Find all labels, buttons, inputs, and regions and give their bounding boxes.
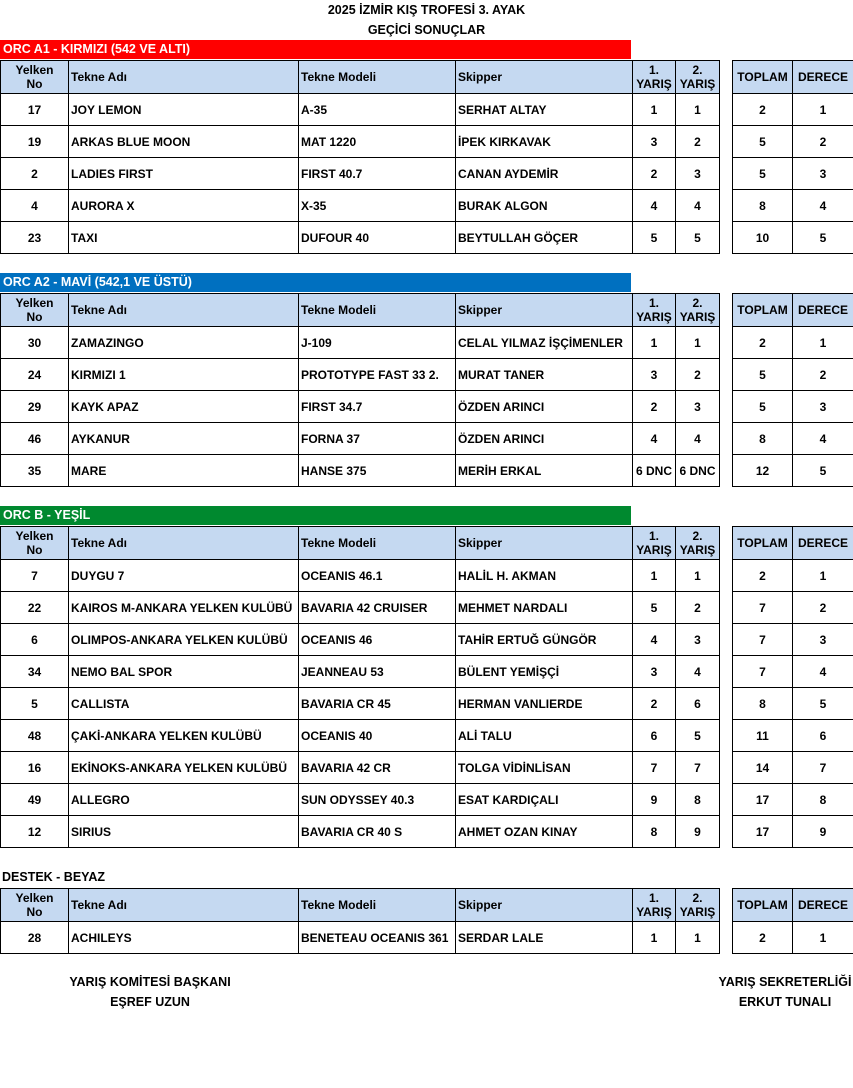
header-toplam: TOPLAM [733,527,793,560]
totals-row [733,391,853,423]
rank: 2 [793,126,853,158]
header-tekne-adi: Tekne Adı [69,61,299,94]
boat-name: EKİNOKS-ANKARA YELKEN KULÜBÜ [69,752,299,784]
sail-number: 22 [1,592,69,624]
race-2-result: 1 [676,94,720,126]
race-2-result: 2 [676,359,720,391]
totals-row [733,359,853,391]
table-row [1,190,720,222]
total-points: 11 [733,720,793,752]
race-1-result: 3 [633,656,676,688]
header-race-1: 1. YARIŞ [633,889,676,922]
table-row [1,784,720,816]
boat-name: MARE [69,455,299,487]
race-2-result: 8 [676,784,720,816]
table-row [1,720,720,752]
skipper-name: ESAT KARDIÇALI [456,784,633,816]
boat-model: BAVARIA 42 CRUISER [299,592,456,624]
totals-table [732,293,853,487]
table-row [1,158,720,190]
boat-name: OLIMPOS-ANKARA YELKEN KULÜBÜ [69,624,299,656]
sail-number: 49 [1,784,69,816]
skipper-name: İPEK KIRKAVAK [456,126,633,158]
total-points: 7 [733,592,793,624]
boat-model: X-35 [299,190,456,222]
table-row [1,423,720,455]
header-yelken-no: Yelken No [1,61,69,94]
race-2-result: 2 [676,592,720,624]
header-toplam: TOPLAM [733,61,793,94]
table-header-row [1,527,720,560]
totals-row [733,720,853,752]
race-1-result: 3 [633,126,676,158]
header-derece: DERECE [793,527,853,560]
total-points: 17 [733,784,793,816]
section-title-orc-b: ORC B - YEŞİL [0,506,631,525]
rank: 8 [793,784,853,816]
table-row [1,816,720,848]
skipper-name: ÖZDEN ARINCI [456,391,633,423]
boat-name: ARKAS BLUE MOON [69,126,299,158]
sail-number: 6 [1,624,69,656]
total-points: 5 [733,391,793,423]
table-header-row [1,61,720,94]
race-1-result: 1 [633,560,676,592]
race-1-result: 1 [633,94,676,126]
totals-row [733,423,853,455]
total-points: 8 [733,688,793,720]
race-1-result: 8 [633,816,676,848]
sail-number: 48 [1,720,69,752]
table-row [1,560,720,592]
boat-model: HANSE 375 [299,455,456,487]
header-derece: DERECE [793,61,853,94]
race-2-result: 3 [676,391,720,423]
table-row [1,222,720,254]
sail-number: 28 [1,922,69,954]
header-derece: DERECE [793,889,853,922]
rank: 2 [793,359,853,391]
table-row [1,391,720,423]
results-table [0,526,720,848]
results-table [0,60,720,254]
sail-number: 23 [1,222,69,254]
race-1-result: 2 [633,391,676,423]
total-points: 2 [733,560,793,592]
boat-name: KAIROS M-ANKARA YELKEN KULÜBÜ [69,592,299,624]
totals-header-row [733,294,853,327]
race-2-result: 5 [676,720,720,752]
boat-model: OCEANIS 40 [299,720,456,752]
header-skipper: Skipper [456,527,633,560]
race-1-result: 6 DNC [633,455,676,487]
results-table [0,293,720,487]
rank: 6 [793,720,853,752]
sail-number: 29 [1,391,69,423]
boat-name: AYKANUR [69,423,299,455]
race-2-result: 3 [676,158,720,190]
sail-number: 17 [1,94,69,126]
skipper-name: CANAN AYDEMİR [456,158,633,190]
totals-row [733,222,853,254]
sail-number: 19 [1,126,69,158]
total-points: 2 [733,922,793,954]
boat-model: OCEANIS 46 [299,624,456,656]
boat-name: NEMO BAL SPOR [69,656,299,688]
boat-model: BAVARIA CR 40 S [299,816,456,848]
rank: 7 [793,752,853,784]
race-secretary-signature [700,972,853,1012]
rank: 1 [793,922,853,954]
rank: 1 [793,327,853,359]
header-skipper: Skipper [456,61,633,94]
header-tekne-adi: Tekne Adı [69,294,299,327]
race-2-result: 4 [676,423,720,455]
skipper-name: BURAK ALGON [456,190,633,222]
total-points: 10 [733,222,793,254]
boat-name: KAYK APAZ [69,391,299,423]
race-2-result: 7 [676,752,720,784]
boat-model: A-35 [299,94,456,126]
skipper-name: TOLGA VİDİNLİSAN [456,752,633,784]
race-2-result: 1 [676,560,720,592]
total-points: 14 [733,752,793,784]
rank: 1 [793,94,853,126]
boat-model: MAT 1220 [299,126,456,158]
table-row [1,327,720,359]
total-points: 7 [733,656,793,688]
race-2-result: 9 [676,816,720,848]
boat-name: LADIES FIRST [69,158,299,190]
boat-model: DUFOUR 40 [299,222,456,254]
sail-number: 16 [1,752,69,784]
race-1-result: 2 [633,158,676,190]
header-tekne-modeli: Tekne Modeli [299,527,456,560]
rank: 3 [793,391,853,423]
race-2-result: 4 [676,190,720,222]
header-skipper: Skipper [456,889,633,922]
sail-number: 30 [1,327,69,359]
totals-header-row [733,527,853,560]
race-2-result: 5 [676,222,720,254]
rank: 1 [793,560,853,592]
rank: 5 [793,688,853,720]
totals-row [733,560,853,592]
boat-model: FIRST 34.7 [299,391,456,423]
header-tekne-modeli: Tekne Modeli [299,889,456,922]
rank: 9 [793,816,853,848]
race-secretary-name: ERKUT TUNALI [700,992,853,1012]
totals-table [732,60,853,254]
table-row [1,592,720,624]
skipper-name: ALİ TALU [456,720,633,752]
totals-row [733,624,853,656]
boat-name: JOY LEMON [69,94,299,126]
rank: 5 [793,222,853,254]
results-table [0,888,720,954]
boat-model: FIRST 40.7 [299,158,456,190]
rank: 4 [793,656,853,688]
table-row [1,656,720,688]
header-race-2: 2. YARIŞ [676,61,720,94]
race-1-result: 2 [633,688,676,720]
table-row [1,94,720,126]
boat-model: JEANNEAU 53 [299,656,456,688]
totals-header-row [733,61,853,94]
totals-row [733,94,853,126]
totals-row [733,126,853,158]
totals-row [733,656,853,688]
sail-number: 24 [1,359,69,391]
total-points: 8 [733,423,793,455]
boat-model: SUN ODYSSEY 40.3 [299,784,456,816]
section-title-destek: DESTEK - BEYAZ [0,868,631,887]
sail-number: 4 [1,190,69,222]
header-skipper: Skipper [456,294,633,327]
rank: 4 [793,423,853,455]
total-points: 17 [733,816,793,848]
race-1-result: 7 [633,752,676,784]
skipper-name: TAHİR ERTUĞ GÜNGÖR [456,624,633,656]
table-row [1,126,720,158]
race-1-result: 1 [633,922,676,954]
race-secretary-title: YARIŞ SEKRETERLİĞİ [700,972,853,992]
boat-model: PROTOTYPE FAST 33 2. [299,359,456,391]
committee-chair-signature [50,972,250,1012]
totals-header-row [733,889,853,922]
boat-model: BAVARIA CR 45 [299,688,456,720]
boat-model: BAVARIA 42 CR [299,752,456,784]
total-points: 8 [733,190,793,222]
header-toplam: TOPLAM [733,889,793,922]
committee-chair-name: EŞREF UZUN [50,992,250,1012]
skipper-name: MEHMET NARDALI [456,592,633,624]
section-orc-b [0,506,853,726]
totals-row [733,158,853,190]
section-title-orc-a2: ORC A2 - MAVİ (542,1 VE ÜSTÜ) [0,273,631,292]
rank: 3 [793,624,853,656]
totals-row [733,922,853,954]
totals-table [732,526,853,848]
race-1-result: 9 [633,784,676,816]
race-1-result: 4 [633,624,676,656]
header-race-2: 2. YARIŞ [676,294,720,327]
total-points: 2 [733,94,793,126]
header-tekne-modeli: Tekne Modeli [299,294,456,327]
race-1-result: 1 [633,327,676,359]
rank: 4 [793,190,853,222]
total-points: 2 [733,327,793,359]
race-2-result: 6 [676,688,720,720]
boat-model: FORNA 37 [299,423,456,455]
document-subtitle: GEÇİCİ SONUÇLAR [0,23,853,37]
committee-chair-title: YARIŞ KOMİTESİ BAŞKANI [50,972,250,992]
totals-row [733,752,853,784]
sail-number: 46 [1,423,69,455]
boat-model: J-109 [299,327,456,359]
boat-name: KIRMIZI 1 [69,359,299,391]
skipper-name: HALİL H. AKMAN [456,560,633,592]
totals-row [733,455,853,487]
race-2-result: 1 [676,922,720,954]
sail-number: 7 [1,560,69,592]
race-1-result: 5 [633,222,676,254]
skipper-name: SERHAT ALTAY [456,94,633,126]
table-row [1,752,720,784]
total-points: 5 [733,158,793,190]
table-row [1,359,720,391]
document-title: 2025 İZMİR KIŞ TROFESİ 3. AYAK [0,3,853,17]
race-2-result: 1 [676,327,720,359]
skipper-name: HERMAN VANLIERDE [456,688,633,720]
race-2-result: 6 DNC [676,455,720,487]
rank: 3 [793,158,853,190]
skipper-name: SERDAR LALE [456,922,633,954]
table-row [1,455,720,487]
boat-name: TAXI [69,222,299,254]
table-header-row [1,889,720,922]
header-tekne-modeli: Tekne Modeli [299,61,456,94]
totals-row [733,688,853,720]
totals-row [733,816,853,848]
header-tekne-adi: Tekne Adı [69,889,299,922]
totals-row [733,190,853,222]
race-1-result: 5 [633,592,676,624]
header-race-1: 1. YARIŞ [633,294,676,327]
race-2-result: 3 [676,624,720,656]
header-race-2: 2. YARIŞ [676,527,720,560]
totals-table [732,888,853,954]
skipper-name: AHMET OZAN KINAY [456,816,633,848]
section-orc-a2 [0,273,853,493]
totals-row [733,327,853,359]
header-yelken-no: Yelken No [1,527,69,560]
boat-name: DUYGU 7 [69,560,299,592]
header-race-1: 1. YARIŞ [633,527,676,560]
rank: 5 [793,455,853,487]
race-1-result: 4 [633,423,676,455]
skipper-name: BÜLENT YEMİŞÇİ [456,656,633,688]
race-2-result: 2 [676,126,720,158]
total-points: 7 [733,624,793,656]
race-1-result: 4 [633,190,676,222]
table-header-row [1,294,720,327]
total-points: 5 [733,126,793,158]
sail-number: 35 [1,455,69,487]
boat-name: ZAMAZINGO [69,327,299,359]
total-points: 5 [733,359,793,391]
totals-row [733,592,853,624]
sail-number: 34 [1,656,69,688]
header-yelken-no: Yelken No [1,889,69,922]
boat-name: CALLISTA [69,688,299,720]
boat-name: ÇAKİ-ANKARA YELKEN KULÜBÜ [69,720,299,752]
race-2-result: 4 [676,656,720,688]
boat-model: OCEANIS 46.1 [299,560,456,592]
race-1-result: 6 [633,720,676,752]
header-toplam: TOPLAM [733,294,793,327]
sail-number: 5 [1,688,69,720]
skipper-name: ÖZDEN ARINCI [456,423,633,455]
header-yelken-no: Yelken No [1,294,69,327]
sail-number: 12 [1,816,69,848]
header-tekne-adi: Tekne Adı [69,527,299,560]
boat-name: SIRIUS [69,816,299,848]
header-race-1: 1. YARIŞ [633,61,676,94]
header-derece: DERECE [793,294,853,327]
total-points: 12 [733,455,793,487]
table-row [1,688,720,720]
section-orc-a1 [0,40,853,260]
skipper-name: MURAT TANER [456,359,633,391]
header-race-2: 2. YARIŞ [676,889,720,922]
skipper-name: CELAL YILMAZ İŞÇİMENLER [456,327,633,359]
table-row [1,922,720,954]
boat-name: ALLEGRO [69,784,299,816]
boat-model: BENETEAU OCEANIS 361 [299,922,456,954]
table-row [1,624,720,656]
section-title-orc-a1: ORC A1 - KIRMIZI (542 VE ALTI) [0,40,631,59]
totals-row [733,784,853,816]
boat-name: AURORA X [69,190,299,222]
boat-name: ACHILEYS [69,922,299,954]
rank: 2 [793,592,853,624]
skipper-name: BEYTULLAH GÖÇER [456,222,633,254]
race-1-result: 3 [633,359,676,391]
skipper-name: MERİH ERKAL [456,455,633,487]
sail-number: 2 [1,158,69,190]
